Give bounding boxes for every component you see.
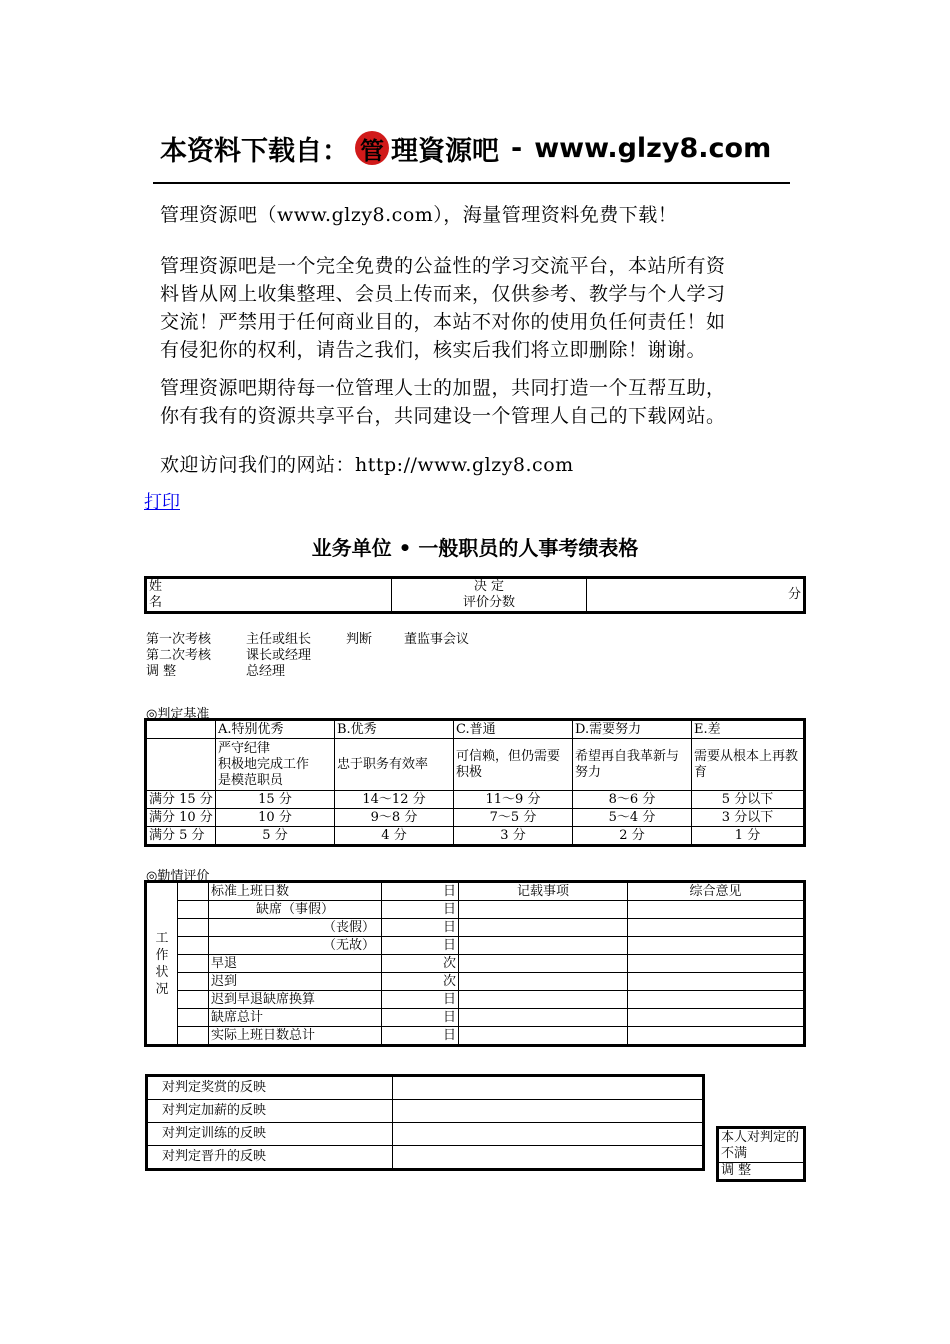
promo-line-1: 管理资源吧（www.glzy8.com），海量管理资料免费下载！: [160, 204, 678, 226]
table-row: （丧假） 日: [147, 919, 804, 937]
criteria-label: ◎判定基准: [146, 707, 210, 722]
page-title: 业务单位 • 一般职员的人事考绩表格: [311, 536, 639, 560]
grade-c-header: C.普通: [454, 721, 573, 739]
banner-prefix: 本资料下载自：: [160, 135, 349, 167]
reflection-table: [147, 1076, 703, 1169]
work-status-label: 工 作 状 况: [147, 883, 178, 1045]
score-unit-cell: 分: [587, 579, 804, 612]
header-table: [146, 578, 804, 612]
opinion-column-header: 综合意见: [628, 883, 804, 901]
table-row: 对判定奖赏的反映: [148, 1077, 703, 1100]
promo-paragraph-3: 管理资源吧期待每一位管理人士的加盟，共同打造一个互帮互助， 你有我有的资源共享平台，共同建设一个管理人自己的下载网站。: [160, 377, 726, 427]
dissent-table: [718, 1128, 804, 1180]
table-row: 对判定训练的反映: [148, 1123, 703, 1146]
table-row: 满分 5 分 5 分 4 分 3 分 2 分 1 分: [147, 827, 804, 845]
table-row: 早退 次: [147, 955, 804, 973]
table-row: 对判定加薪的反映: [148, 1100, 703, 1123]
attendance-table: 工 作 状 况 标准上班日数 日 记载事项 综合意见 缺席（事假） 日 （丧假） 日 （无故） 日 早退 次 迟到 次 迟到早退缺席换算 日 缺席总计 日 实际上班日数总计 日: [146, 882, 804, 1045]
name-cell: 姓 名: [147, 579, 392, 612]
attendance-label: ◎勤情评价: [146, 869, 210, 884]
adjust-label: 调 整: [719, 1163, 804, 1180]
table-row: 缺席（事假） 日: [147, 901, 804, 919]
grade-d-desc: 希望再自我革新与努力: [573, 739, 692, 791]
review-chain: 第一次考核 主任或组长 判断 董监事会议 第二次考核 课长或经理 调 整 总经理: [146, 632, 470, 679]
banner-dash: -: [511, 132, 523, 164]
decided-score-label: 决 定 评价分数: [392, 579, 587, 612]
banner-site-url: www.glzy8.com: [534, 132, 772, 164]
promo-website-line: 欢迎访问我们的网站：http://www.glzy8.com: [160, 454, 574, 476]
table-row: 迟到早退缺席换算 日: [147, 991, 804, 1009]
criteria-table: [146, 720, 804, 845]
grade-c-desc: 可信赖，但仍需要积极: [454, 739, 573, 791]
grade-e-desc: 需要从根本上再教育: [692, 739, 804, 791]
banner-site-name: 理資源吧: [391, 135, 499, 167]
print-link[interactable]: 打印: [144, 492, 180, 513]
download-banner-heading: [160, 128, 800, 168]
grade-a-desc: 严守纪律 积极地完成工作 是模范职员: [216, 739, 335, 791]
grade-b-header: B.优秀: [335, 721, 454, 739]
table-row: 迟到 次: [147, 973, 804, 991]
table-row: 缺席总计 日: [147, 1009, 804, 1027]
dissent-label: 本人对判定的不满: [719, 1129, 804, 1163]
banner-divider: [153, 182, 790, 184]
grade-d-header: D.需要努力: [573, 721, 692, 739]
logo-icon: 管: [355, 131, 389, 165]
table-row: 满分 10 分 10 分 9～8 分 7～5 分 5～4 分 3 分以下: [147, 809, 804, 827]
grade-a-header: A.特别优秀: [216, 721, 335, 739]
table-row: 对判定晋升的反映: [148, 1146, 703, 1169]
promo-paragraph-2: 管理资源吧是一个完全免费的公益性的学习交流平台，本站所有资 料皆从网上收集整理、会员上传而来，仅供参考、教学与个人学习 交流！严禁用于任何商业目的，本站不对你的使用负任何责任！如 有侵犯你的权利，请告之我们，核实后我们将立即删除！谢谢。: [160, 255, 726, 361]
record-column-header: 记载事项: [459, 883, 628, 901]
table-row: 满分 15 分 15 分 14～12 分 11～9 分 8～6 分 5 分以下: [147, 791, 804, 809]
grade-b-desc: 忠于职务有效率: [335, 739, 454, 791]
table-row: 实际上班日数总计 日: [147, 1027, 804, 1045]
grade-e-header: E.差: [692, 721, 804, 739]
table-row: （无故） 日: [147, 937, 804, 955]
